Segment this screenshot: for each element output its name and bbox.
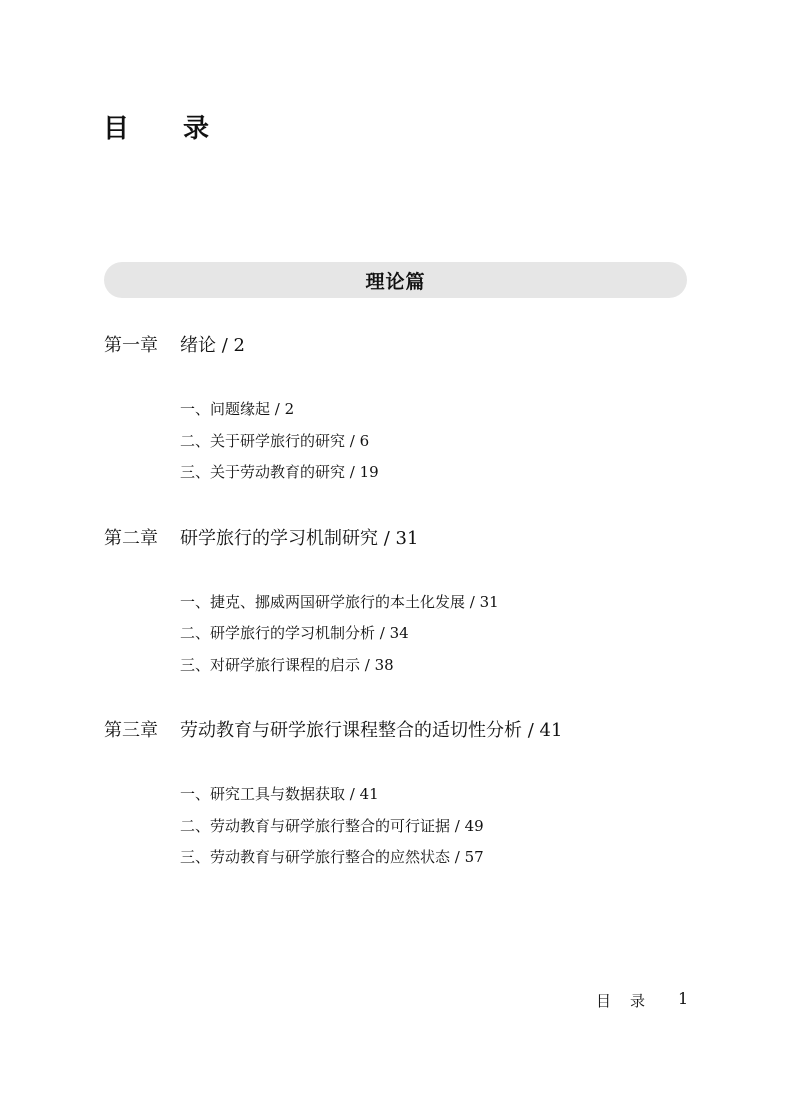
page-number: 1 <box>678 989 689 1008</box>
toc-section-1-3[interactable]: 三、关于劳动教育的研究 / 19 <box>180 463 379 481</box>
toc-chapter-2[interactable] <box>104 524 418 550</box>
chapter-title: 研学旅行的学习机制研究 / 31 <box>180 528 419 549</box>
page-title-char-1: 目 <box>103 114 130 144</box>
chapter-title: 劳动教育与研学旅行课程整合的适切性分析 / 41 <box>180 720 563 741</box>
toc-section-3-1[interactable]: 一、研究工具与数据获取 / 41 <box>180 785 379 803</box>
toc-section-3-3[interactable]: 三、劳动教育与研学旅行整合的应然状态 / 57 <box>180 848 484 866</box>
toc-chapter-3[interactable] <box>104 716 562 742</box>
toc-chapter-1[interactable] <box>104 331 245 357</box>
toc-section-1-1[interactable]: 一、问题缘起 / 2 <box>180 400 295 418</box>
toc-section-3-2[interactable]: 二、劳动教育与研学旅行整合的可行证据 / 49 <box>180 817 484 835</box>
part-label: 理论篇 <box>365 270 426 293</box>
chapter-title: 绪论 / 2 <box>180 335 245 356</box>
toc-section-2-1[interactable]: 一、捷克、挪威两国研学旅行的本土化发展 / 31 <box>180 593 499 611</box>
part-header-bar <box>104 262 687 298</box>
toc-section-2-3[interactable]: 三、对研学旅行课程的启示 / 38 <box>180 656 394 674</box>
toc-section-1-2[interactable]: 二、关于研学旅行的研究 / 6 <box>180 432 370 450</box>
footer-label-char-2: 录 <box>630 992 646 1010</box>
chapter-number: 第三章 <box>104 720 158 741</box>
chapter-number: 第二章 <box>104 528 158 549</box>
footer-label-char-1: 目 <box>596 992 612 1010</box>
page-title-char-2: 录 <box>183 114 210 144</box>
toc-section-2-2[interactable]: 二、研学旅行的学习机制分析 / 34 <box>180 624 409 642</box>
chapter-number: 第一章 <box>104 335 158 356</box>
